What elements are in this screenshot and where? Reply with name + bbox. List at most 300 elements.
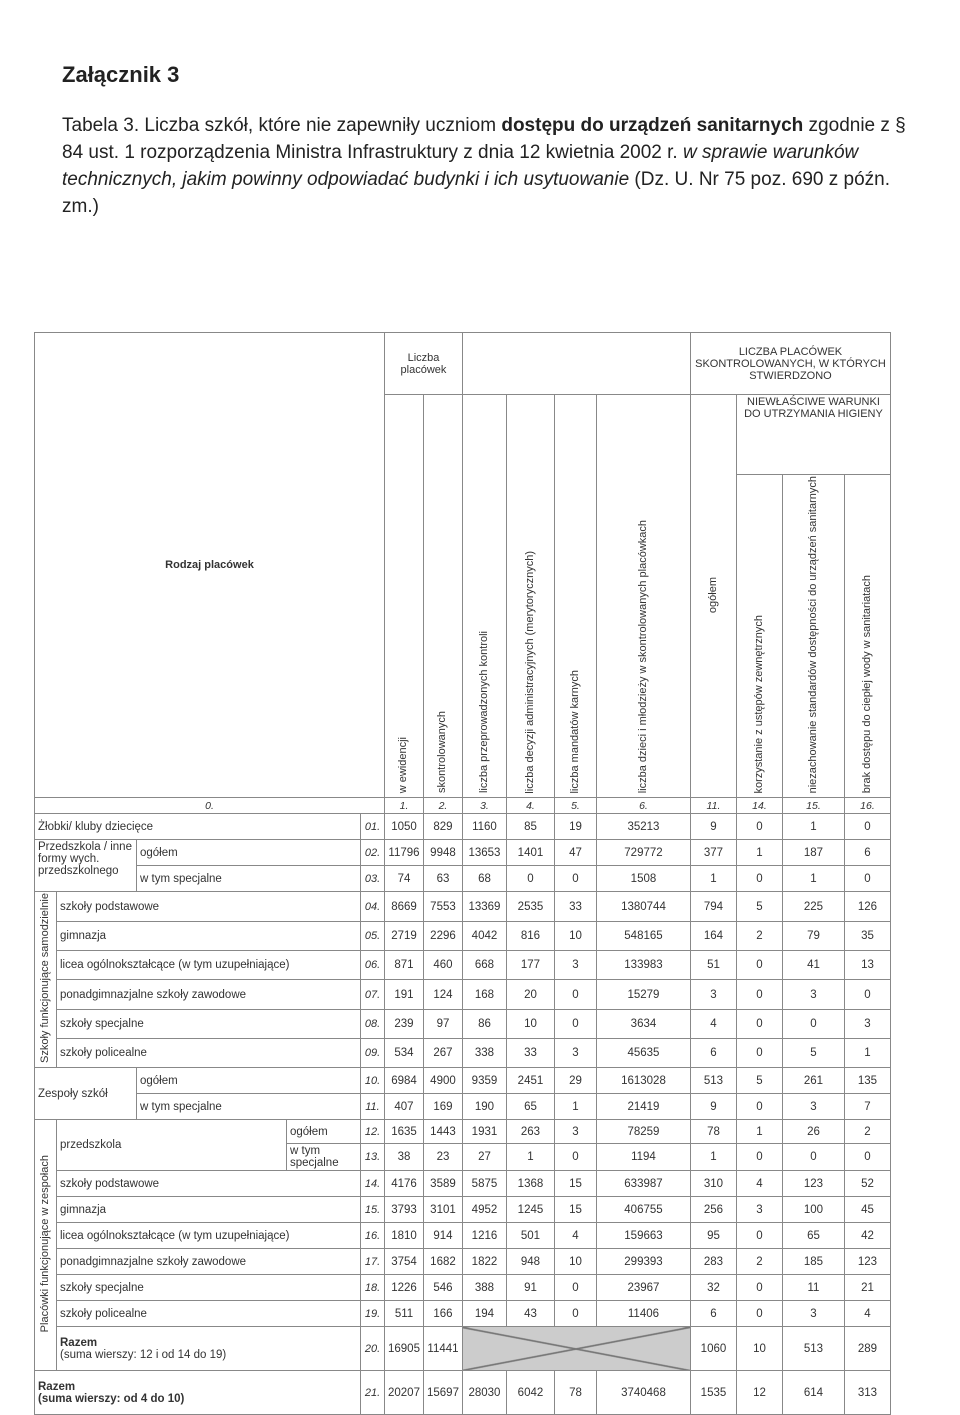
cell-text: korzystanie z ustępów zewnętrznych [752,614,765,794]
value-cell [782,892,844,921]
value-cell [506,1039,554,1068]
value-cell [462,1371,506,1415]
cell-text: 0 [756,988,763,1001]
cell-text: 12 [753,1386,766,1399]
row-label [137,1068,361,1094]
cell-text: Żłobki/ kluby dziecięce [38,820,154,833]
value-cell [462,951,506,980]
value-cell [385,980,424,1009]
cell-text: 08. [364,1017,381,1030]
value-cell [423,1301,462,1327]
header-col [736,475,782,798]
value-cell [554,1197,596,1223]
value-cell [596,814,690,840]
value-cell [506,980,554,1009]
cell-text: 100 [803,1203,824,1216]
value-cell [690,1120,736,1144]
value-cell [554,1120,596,1144]
cell-text: 1 [810,872,817,885]
value-cell [385,1371,424,1415]
value-cell [736,1094,782,1120]
value-cell [690,1171,736,1197]
cell-text: Przedszkola / inne formy wych. przedszkolnego [38,841,132,878]
value-cell [506,1171,554,1197]
cell-text: 26 [807,1125,820,1138]
hatched-cell [462,1327,690,1371]
cell-text: 10 [569,929,582,942]
cell-text: 63 [436,872,450,885]
value-cell [736,921,782,950]
cell-text: w tym specjalne [140,1100,222,1113]
cell-text: 4900 [430,1074,456,1087]
cell-text: 5 [756,1074,763,1087]
cell-text: 78 [707,1125,720,1138]
cell-text: 11. [706,799,721,812]
cell-text: 5875 [471,1177,498,1190]
cell-text: 0 [756,872,763,885]
row-label [57,1301,361,1327]
cell-text: 10. [364,1074,381,1087]
value-cell [782,1223,844,1249]
value-cell [554,921,596,950]
cell-text: 15697 [426,1386,459,1399]
value-cell [844,1009,890,1038]
value-cell [423,866,462,892]
row-label [57,921,361,950]
value-cell [844,1197,890,1223]
value-cell [844,1223,890,1249]
row-label [57,1249,361,1275]
value-cell [690,921,736,950]
value-cell [423,1275,462,1301]
cell-text: 0 [756,959,763,972]
value-cell [596,1171,690,1197]
cell-text: 159663 [624,1229,663,1242]
header-empty [462,333,690,395]
cell-text: 11441 [427,1342,459,1355]
value-cell [736,1171,782,1197]
cell-text: 2451 [517,1074,544,1087]
cell-text: 52 [861,1177,874,1190]
cell-text: 534 [394,1047,414,1060]
cell-text: 256 [703,1203,724,1216]
value-cell [596,1068,690,1094]
cell-text: 3. [480,799,489,812]
cell-text: 13. [364,1151,381,1164]
cell-text: 1 [756,1125,763,1138]
cell-text: 6042 [517,1386,544,1399]
cell-text: 1401 [517,846,544,859]
value-cell [782,951,844,980]
cell-text: 1 [810,820,817,833]
value-cell [506,1275,554,1301]
value-cell [736,1068,782,1094]
razem-sublabel: (suma wierszy: 12 i od 14 do 19) [60,1348,227,1361]
value-cell [844,1301,890,1327]
value-cell [736,980,782,1009]
value-cell [554,1068,596,1094]
value-cell [596,1197,690,1223]
cell-text: 16905 [388,1342,420,1355]
cell-text: 47 [569,846,582,859]
value-cell [736,1039,782,1068]
value-cell [596,1301,690,1327]
value-cell [423,1120,462,1144]
row-label [57,1223,361,1249]
cell-text: 546 [433,1281,453,1294]
row-code [361,1171,385,1197]
cell-text: 6 [710,1307,717,1320]
cell-text: 289 [857,1342,878,1355]
cell-text: 169 [433,1100,453,1113]
cell-text: ogółem [140,1074,178,1087]
code-cell [423,798,462,814]
value-cell [385,840,424,866]
row-label [35,814,361,840]
header-liczba-placowek [385,333,463,395]
cell-text: 914 [433,1229,453,1242]
value-cell [506,951,554,980]
value-cell [506,1120,554,1144]
value-cell [782,921,844,950]
cell-text: 267 [433,1047,453,1060]
cell-text: 19. [364,1307,381,1320]
value-cell [423,1009,462,1038]
cell-text: 2719 [391,929,417,942]
value-cell [423,1144,462,1171]
cell-text: 0 [572,1307,579,1320]
row-code [361,1120,385,1144]
row-label [137,840,361,866]
value-cell [385,1197,424,1223]
cell-text: 261 [803,1074,824,1087]
cell-text: 18. [364,1281,381,1294]
cell-text: brak dostępu do ciepłej wody w sanitariatach [860,575,873,794]
cell-text: 78 [569,1386,582,1399]
cell-text: 829 [433,820,453,833]
cell-text: 6 [710,1047,717,1060]
value-cell [736,1144,782,1171]
cell-text: 406755 [624,1203,663,1216]
value-cell [423,1327,462,1371]
cell-text: 10 [753,1342,766,1355]
value-cell [554,1371,596,1415]
cell-text: 1 [572,1100,579,1113]
cell-text: 187 [803,846,824,859]
value-cell [736,1275,782,1301]
cell-text: 35 [861,929,874,942]
cell-text: 4 [756,1177,763,1190]
value-cell [596,1223,690,1249]
cell-text: szkoły podstawowe [60,900,160,913]
value-cell [690,1068,736,1094]
value-cell [423,980,462,1009]
cell-text: 23 [436,1151,450,1164]
cell-text: 3740468 [621,1386,666,1399]
code-cell [844,798,890,814]
cell-text: 794 [703,900,724,913]
value-cell [782,1371,844,1415]
value-cell [506,892,554,921]
cell-text: 20 [524,988,537,1001]
value-cell [385,814,424,840]
cell-text: 6 [864,846,871,859]
cell-text: 871 [394,959,414,972]
cell-text: 11. [365,1100,380,1113]
cell-text: licea ogólnokształcące (w tym uzupełniające) [60,959,290,972]
cell-text: gimnazja [60,1203,107,1216]
caption-text: zgodnie z § 84 ust. 1 rozporządzenia Ministra Infrastruktury z dnia 12 kwietnia 2002 r. [62,115,906,163]
cell-text: 11406 [627,1307,660,1320]
cell-text: 4 [710,1017,717,1030]
value-cell [385,1120,424,1144]
cell-text: Rodzaj placówek [165,559,254,572]
cell-text: w ewidencji [397,737,410,794]
cell-text: 513 [803,1342,824,1355]
header-col [690,395,736,798]
value-cell [596,1039,690,1068]
value-cell [462,980,506,1009]
value-cell [596,1120,690,1144]
caption-bold-text: dostępu do urządzeń sanitarnych [501,115,804,136]
value-cell [736,1371,782,1415]
value-cell [690,1009,736,1038]
value-cell [423,1039,462,1068]
code-cell [35,798,385,814]
value-cell [844,1144,890,1171]
value-cell [554,1171,596,1197]
value-cell [844,1094,890,1120]
value-cell [844,1371,890,1415]
cell-text: 126 [857,900,878,913]
cell-text: 0 [864,820,871,833]
cell-text: 05. [364,929,381,942]
row-code [361,1094,385,1120]
cell-text: 0 [756,1047,763,1060]
cell-text: 42 [861,1229,874,1242]
row-label [57,1009,361,1038]
row-code [361,1301,385,1327]
value-cell [844,1249,890,1275]
cell-text: 1050 [391,820,417,833]
cell-text: 7553 [430,900,456,913]
razem-label: Razem [38,1380,76,1393]
value-cell [423,892,462,921]
cell-text: 633987 [624,1177,663,1190]
value-cell [782,1197,844,1223]
code-cell [506,798,554,814]
value-cell [462,1197,506,1223]
value-cell [844,1275,890,1301]
value-cell [844,866,890,892]
cell-text: 51 [707,959,720,972]
row-code [361,1144,385,1171]
cell-text: 338 [474,1047,495,1060]
header-rodzaj [35,333,385,798]
header-col [385,395,424,798]
value-cell [736,1301,782,1327]
cell-text: 5 [810,1047,817,1060]
value-cell [736,1009,782,1038]
row-code [361,1275,385,1301]
row-label [287,1144,361,1171]
value-cell [690,1094,736,1120]
cell-text: 11 [807,1281,820,1294]
cell-text: 0 [756,1017,763,1030]
cell-text: szkoły specjalne [60,1017,144,1030]
cell-text: ogółem [706,576,719,613]
cell-text: 02. [364,846,381,859]
cell-text: Szkoły funkcjonujące samodzielnie [39,893,51,1064]
cell-text: 23967 [627,1281,660,1294]
cell-text: 3 [756,1203,763,1216]
row-label [137,1094,361,1120]
razem-label: Razem [60,1336,98,1349]
value-cell [782,1068,844,1094]
cell-text: 2535 [517,900,544,913]
value-cell [554,1249,596,1275]
value-cell [844,1327,890,1371]
cell-text: 513 [703,1074,724,1087]
value-cell [385,892,424,921]
cell-text: 10 [524,1017,537,1030]
cell-text: 1810 [391,1229,417,1242]
cell-text: 4176 [391,1177,417,1190]
cell-text: 3793 [391,1203,417,1216]
value-cell [596,840,690,866]
cell-text: 20. [364,1342,381,1355]
value-cell [554,1094,596,1120]
cell-text: 0 [756,1100,763,1113]
cell-text: 12. [364,1125,381,1138]
cell-text: 283 [703,1255,724,1268]
cell-text: 15 [569,1177,582,1190]
cell-text: 729772 [624,846,663,859]
value-cell [782,1120,844,1144]
cell-text: 377 [703,846,724,859]
value-cell [782,814,844,840]
cell-text: 9 [710,820,717,833]
cell-text: liczba mandatów karnych [568,669,581,794]
caption-text: (Dz. U. Nr 75 poz. 690 z późn. zm.) [62,169,890,217]
value-cell [690,892,736,921]
value-cell [554,892,596,921]
cell-text: 19 [569,820,582,833]
value-cell [423,1197,462,1223]
value-cell [423,814,462,840]
value-cell [423,921,462,950]
row-label [57,1171,361,1197]
cell-text: skontrolowanych [436,711,449,794]
value-cell [736,1120,782,1144]
value-cell [385,866,424,892]
cell-text: Liczba placówek [400,351,447,376]
cell-text: 20207 [388,1386,420,1399]
cell-text: 7 [864,1100,871,1113]
cell-text: 4952 [471,1203,498,1216]
value-cell [423,1371,462,1415]
cell-text: szkoły podstawowe [60,1177,160,1190]
cell-text: 21. [364,1386,381,1399]
row-code [361,866,385,892]
value-cell [596,980,690,1009]
value-cell [423,840,462,866]
cell-text: 21419 [627,1100,660,1113]
cell-text: 21 [861,1281,874,1294]
caption-text: Tabela 3. Liczba szkół, które nie zapewniły uczniom [62,115,502,136]
value-cell [844,921,890,950]
cell-text: 1194 [631,1151,656,1164]
cell-text: 816 [520,929,541,942]
cell-text: 668 [474,959,495,972]
value-cell [736,840,782,866]
cell-text: 0. [205,799,214,812]
code-cell [690,798,736,814]
header-col [506,395,554,798]
cell-text: 32 [707,1281,720,1294]
cell-text: 3 [572,959,579,972]
cell-text: 164 [703,929,724,942]
cell-text: 95 [707,1229,720,1242]
cell-text: 03. [364,872,381,885]
row-code [361,921,385,950]
value-cell [554,980,596,1009]
value-cell [736,951,782,980]
cell-text: 2. [438,799,448,812]
value-cell [462,1068,506,1094]
value-cell [385,1301,424,1327]
cell-text: 3754 [391,1255,417,1268]
value-cell [554,840,596,866]
cell-text: Zespoły szkół [38,1087,108,1100]
cell-text: 65 [524,1100,537,1113]
cell-text: 3 [864,1017,871,1030]
cell-text: NIEWŁAŚCIWE WARUNKI DO UTRZYMANIA HIGIENY [744,396,883,420]
value-cell [385,1094,424,1120]
row-label [57,951,361,980]
cell-text: 5 [756,900,763,913]
cell-text: licea ogólnokształcące (w tym uzupełniające) [60,1229,290,1242]
value-cell [506,1249,554,1275]
cell-text: 27 [478,1151,491,1164]
page-title: Załącznik 3 [62,62,180,87]
cell-text: 194 [474,1307,495,1320]
cell-text: 310 [703,1177,724,1190]
value-cell [844,980,890,1009]
header-col [554,395,596,798]
cell-text: 3 [810,1307,817,1320]
cell-text: 8669 [391,900,417,913]
cell-text: szkoły policealne [60,1047,147,1060]
value-cell [782,1327,844,1371]
cell-text: 14. [364,1177,381,1190]
value-cell [385,1009,424,1038]
row-label [35,840,137,892]
cell-text: 4042 [471,929,498,942]
value-cell [554,1039,596,1068]
value-cell [596,892,690,921]
cell-text: 1216 [471,1229,498,1242]
value-cell [596,921,690,950]
header-col [844,475,890,798]
value-cell [690,814,736,840]
row-code [361,1039,385,1068]
cell-text: 0 [756,1307,763,1320]
cell-text: 239 [394,1017,414,1030]
value-cell [506,840,554,866]
cell-text: 3634 [630,1017,657,1030]
cell-text: 78259 [627,1125,660,1138]
